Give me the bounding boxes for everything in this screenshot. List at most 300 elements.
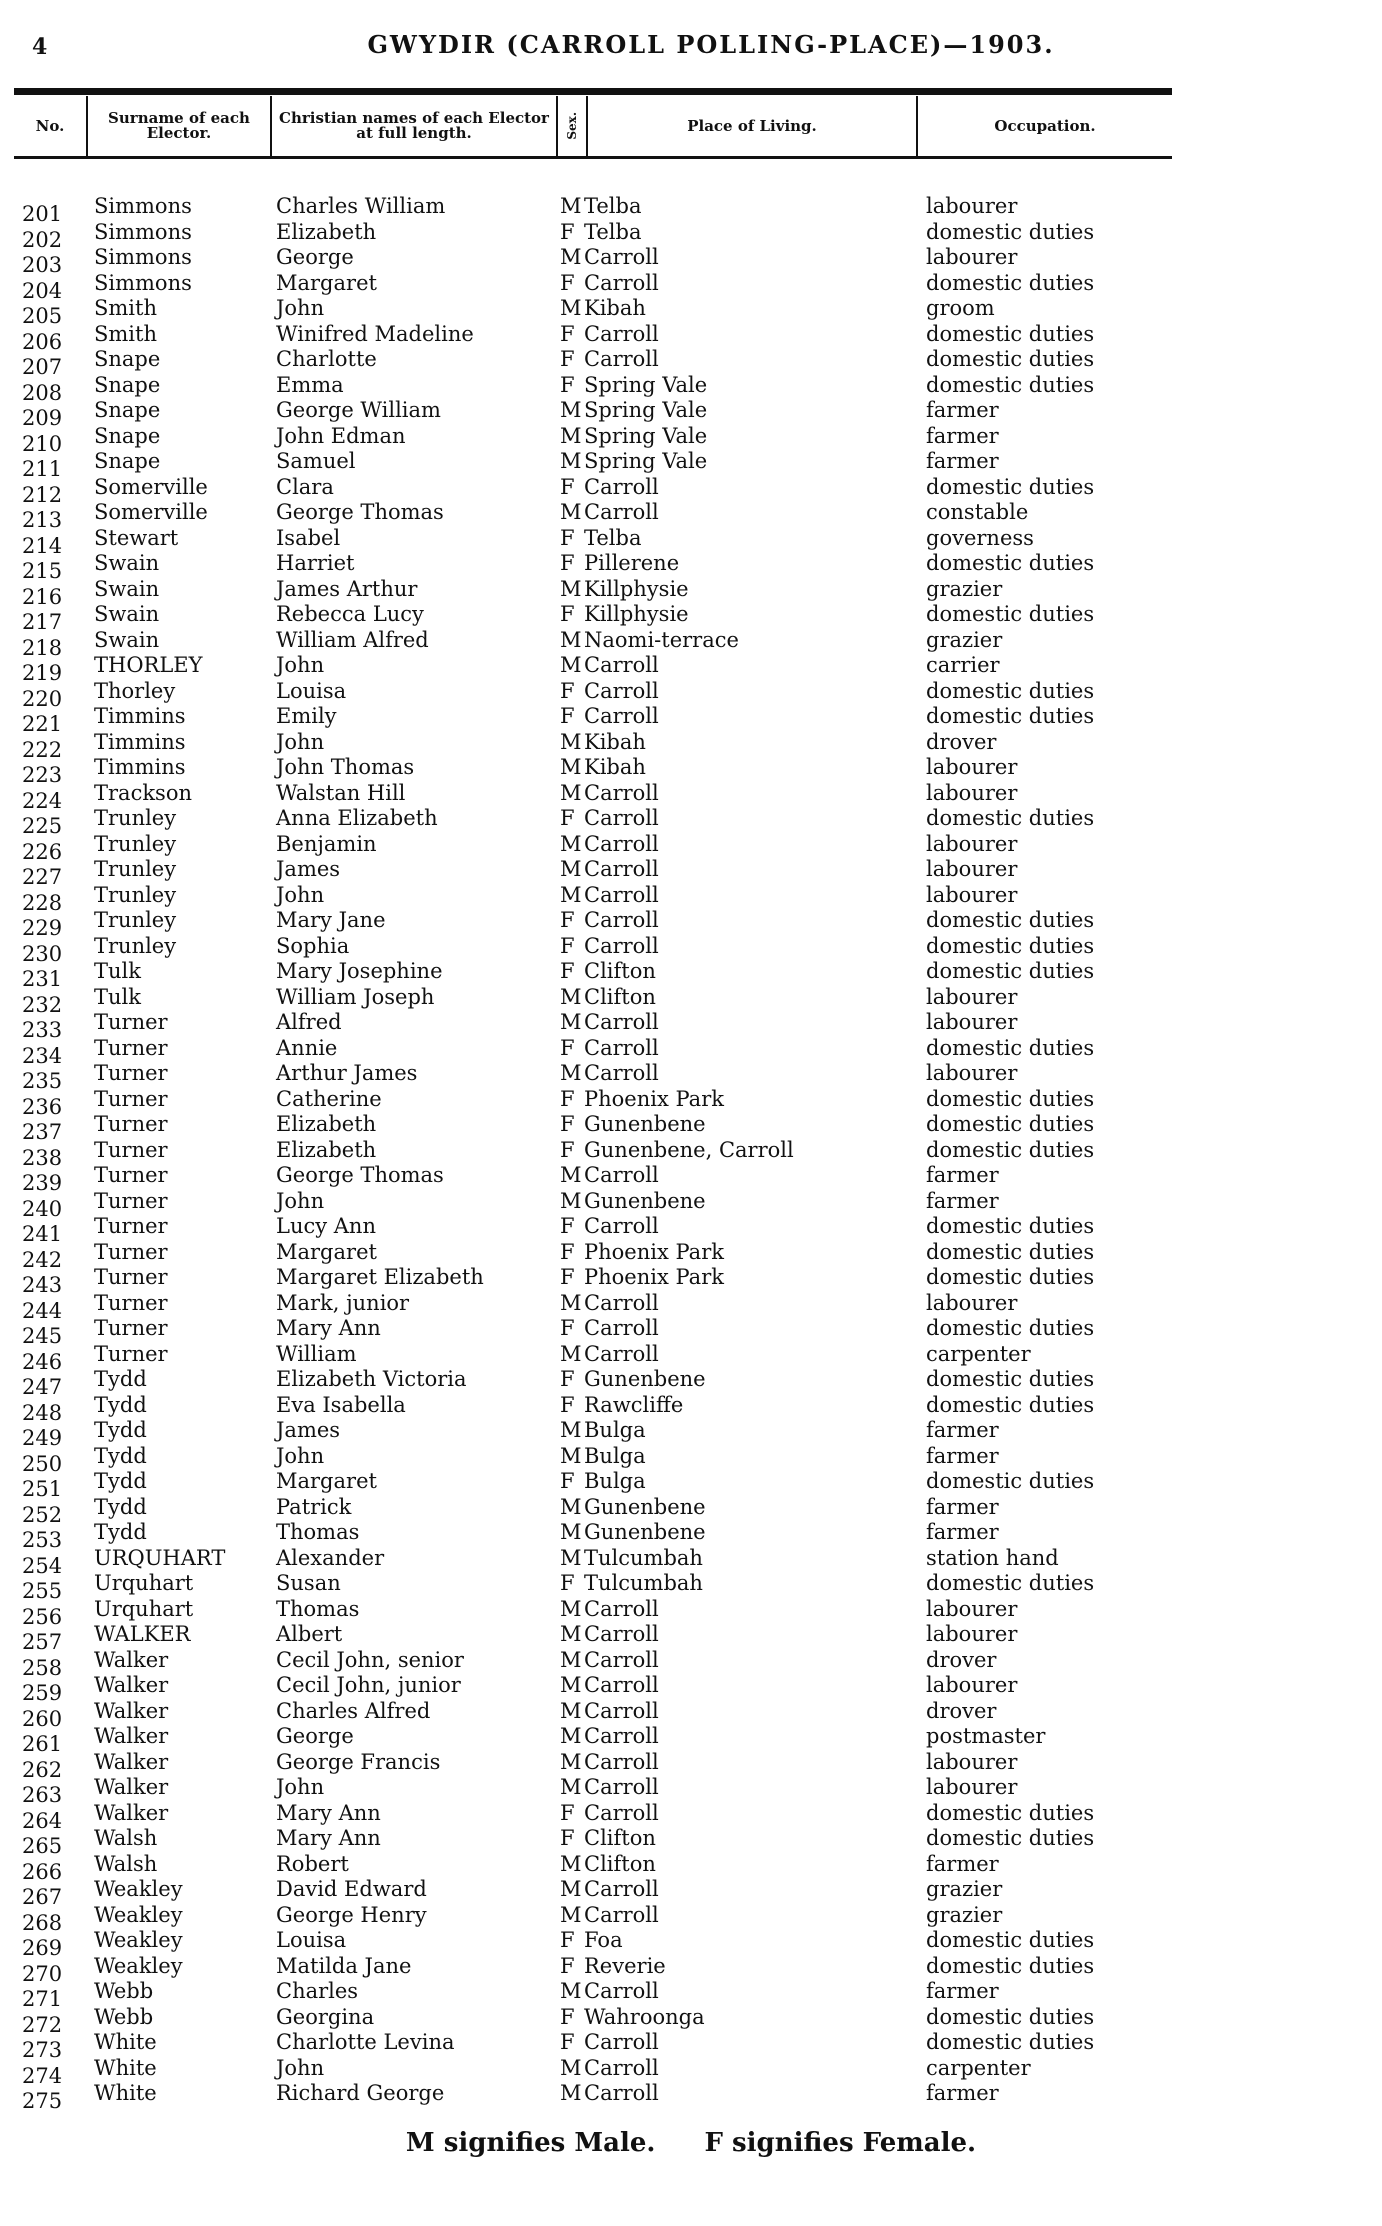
elector-place-of-living: Carroll bbox=[584, 1724, 659, 1748]
elector-surname: Trunley bbox=[94, 806, 177, 830]
elector-sex: F bbox=[560, 1469, 575, 1493]
elector-surname: Turner bbox=[94, 1341, 168, 1366]
elector-surname: Turner bbox=[94, 1086, 168, 1111]
elector-sex: F bbox=[560, 321, 575, 346]
elector-place-of-living: Carroll bbox=[584, 704, 659, 728]
elector-place-of-living: Carroll bbox=[584, 321, 659, 346]
table-row bbox=[0, 1418, 1382, 1450]
elector-occupation: farmer bbox=[926, 2081, 999, 2105]
elector-place-of-living: Wahroonga bbox=[584, 2004, 705, 2029]
elector-number: 253 bbox=[22, 1528, 63, 1552]
table-row bbox=[0, 1545, 1382, 1578]
elector-number: 249 bbox=[22, 1426, 63, 1450]
table-row bbox=[0, 602, 1382, 634]
female-legend: F signifies Female. bbox=[704, 2128, 977, 2158]
elector-place-of-living: Killphysie bbox=[584, 576, 689, 601]
elector-sex: F bbox=[560, 1239, 575, 1264]
elector-surname: Walker bbox=[94, 1698, 169, 1723]
elector-surname: Webb bbox=[94, 2004, 154, 2029]
elector-occupation: labourer bbox=[926, 882, 1018, 907]
table-header bbox=[14, 96, 1172, 159]
elector-place-of-living: Carroll bbox=[584, 1214, 659, 1238]
elector-place-of-living: Reverie bbox=[584, 1953, 666, 1978]
elector-sex: M bbox=[560, 1877, 582, 1901]
elector-occupation: grazier bbox=[926, 1902, 1003, 1927]
elector-christian-names: George Thomas bbox=[276, 500, 444, 524]
table-row bbox=[0, 1010, 1382, 1042]
elector-number: 223 bbox=[22, 763, 63, 787]
elector-number: 220 bbox=[22, 686, 63, 711]
elector-christian-names: Thomas bbox=[276, 1596, 360, 1621]
elector-place-of-living: Spring Vale bbox=[584, 372, 708, 397]
elector-sex: M bbox=[560, 1010, 582, 1034]
elector-number: 218 bbox=[22, 635, 63, 660]
table-row bbox=[0, 1800, 1382, 1833]
elector-christian-names: John Edman bbox=[276, 423, 406, 448]
elector-surname: Swain bbox=[94, 627, 160, 652]
elector-sex: F bbox=[560, 1316, 575, 1340]
elector-sex: M bbox=[560, 194, 582, 218]
elector-christian-names: Patrick bbox=[276, 1494, 352, 1519]
elector-surname: Tydd bbox=[94, 1520, 147, 1544]
elector-surname: Weakley bbox=[94, 1953, 183, 1978]
elector-sex: M bbox=[560, 653, 582, 677]
elector-sex: M bbox=[560, 1775, 582, 1799]
elector-christian-names: Elizabeth Victoria bbox=[276, 1367, 467, 1391]
elector-occupation: domestic duties bbox=[926, 1392, 1095, 1417]
elector-surname: WALKER bbox=[94, 1622, 191, 1646]
table-row bbox=[0, 1647, 1382, 1680]
elector-place-of-living: Pillerene bbox=[584, 551, 680, 575]
elector-surname: Walsh bbox=[94, 1851, 158, 1876]
elector-surname: Urquhart bbox=[94, 1596, 194, 1621]
elector-surname: Smith bbox=[94, 321, 157, 346]
elector-surname: Swain bbox=[94, 576, 160, 601]
elector-surname: Turner bbox=[94, 1316, 168, 1340]
elector-surname: Simmons bbox=[94, 245, 192, 269]
elector-surname: Walker bbox=[94, 1749, 169, 1774]
elector-place-of-living: Carroll bbox=[584, 2081, 659, 2105]
elector-place-of-living: Carroll bbox=[584, 1596, 659, 1621]
elector-christian-names: Emily bbox=[276, 704, 337, 728]
elector-christian-names: Cecil John, senior bbox=[276, 1647, 464, 1672]
elector-surname: Simmons bbox=[94, 194, 192, 218]
elector-place-of-living: Carroll bbox=[584, 806, 659, 830]
elector-occupation: farmer bbox=[926, 1163, 999, 1187]
elector-sex: F bbox=[560, 959, 575, 983]
elector-place-of-living: Carroll bbox=[584, 678, 659, 703]
elector-sex: F bbox=[560, 1265, 575, 1289]
elector-place-of-living: Tulcumbah bbox=[584, 1571, 703, 1595]
elector-occupation: domestic duties bbox=[926, 806, 1095, 830]
table-row bbox=[0, 678, 1382, 711]
table-row bbox=[0, 219, 1382, 252]
table-row bbox=[0, 1520, 1382, 1552]
elector-surname: Walker bbox=[94, 1647, 169, 1672]
elector-christian-names: George Francis bbox=[276, 1749, 441, 1774]
elector-surname: Turner bbox=[94, 1188, 168, 1213]
elector-number: 202 bbox=[22, 227, 63, 252]
elector-surname: Turner bbox=[94, 1265, 168, 1289]
elector-place-of-living: Clifton bbox=[584, 1851, 656, 1876]
elector-place-of-living: Gunenbene bbox=[584, 1494, 706, 1519]
elector-number: 260 bbox=[22, 1706, 63, 1731]
elector-number: 252 bbox=[22, 1502, 63, 1527]
elector-occupation: farmer bbox=[926, 423, 999, 448]
elector-place-of-living: Carroll bbox=[584, 653, 659, 677]
elector-place-of-living: Spring Vale bbox=[584, 449, 708, 473]
elector-surname: Weakley bbox=[94, 1877, 183, 1901]
elector-surname: Tydd bbox=[94, 1469, 147, 1493]
elector-place-of-living: Carroll bbox=[584, 474, 659, 499]
elector-surname: Walsh bbox=[94, 1826, 158, 1850]
elector-surname: Turner bbox=[94, 1214, 168, 1238]
elector-sex: M bbox=[560, 831, 582, 856]
elector-sex: M bbox=[560, 2081, 582, 2105]
elector-number: 219 bbox=[22, 661, 63, 685]
elector-christian-names: Walstan Hill bbox=[276, 780, 406, 805]
elector-surname: THORLEY bbox=[94, 653, 203, 677]
elector-number: 271 bbox=[22, 1987, 63, 2011]
elector-sex: M bbox=[560, 1443, 582, 1468]
elector-christian-names: Margaret bbox=[276, 1469, 377, 1493]
elector-occupation: domestic duties bbox=[926, 219, 1095, 244]
elector-surname: Timmins bbox=[94, 755, 186, 779]
elector-number: 267 bbox=[22, 1885, 63, 1909]
elector-surname: Walker bbox=[94, 1775, 169, 1799]
elector-occupation: domestic duties bbox=[926, 1800, 1095, 1825]
elector-occupation: farmer bbox=[926, 1443, 999, 1468]
table-row bbox=[0, 959, 1382, 991]
elector-surname: Snape bbox=[94, 449, 161, 473]
male-legend: M signifies Male. bbox=[405, 2128, 656, 2158]
elector-sex: F bbox=[560, 908, 575, 932]
elector-number: 203 bbox=[22, 253, 63, 277]
elector-surname: Tulk bbox=[94, 984, 141, 1009]
elector-place-of-living: Carroll bbox=[584, 1979, 659, 2003]
elector-christian-names: Mary Jane bbox=[276, 908, 386, 932]
elector-occupation: carpenter bbox=[926, 2055, 1031, 2080]
table-row bbox=[0, 2081, 1382, 2113]
elector-occupation: domestic duties bbox=[926, 1367, 1095, 1391]
elector-number: 236 bbox=[22, 1094, 63, 1119]
elector-christian-names: Georgina bbox=[276, 2004, 375, 2029]
table-row bbox=[0, 1673, 1382, 1705]
elector-christian-names: Elizabeth bbox=[276, 1112, 377, 1136]
table-row bbox=[0, 1775, 1382, 1807]
elector-number: 261 bbox=[22, 1732, 63, 1756]
elector-sex: M bbox=[560, 755, 582, 779]
elector-sex: M bbox=[560, 576, 582, 601]
elector-christian-names: James bbox=[276, 857, 341, 881]
elector-christian-names: Arthur James bbox=[276, 1061, 418, 1085]
elector-surname: Tydd bbox=[94, 1392, 147, 1417]
elector-occupation: groom bbox=[926, 296, 995, 320]
elector-sex: F bbox=[560, 704, 575, 728]
elector-sex: M bbox=[560, 1698, 582, 1723]
elector-christian-names: John Thomas bbox=[276, 755, 415, 779]
elector-place-of-living: Clifton bbox=[584, 959, 656, 983]
elector-sex: M bbox=[560, 1188, 582, 1213]
elector-place-of-living: Carroll bbox=[584, 908, 659, 932]
elector-surname: Turner bbox=[94, 1290, 168, 1315]
elector-christian-names: William bbox=[276, 1341, 357, 1366]
elector-surname: Snape bbox=[94, 372, 161, 397]
elector-occupation: domestic duties bbox=[926, 908, 1095, 932]
table-row bbox=[0, 423, 1382, 456]
elector-occupation: domestic duties bbox=[926, 1112, 1095, 1136]
elector-number: 216 bbox=[22, 584, 63, 609]
table-row bbox=[0, 525, 1382, 558]
elector-occupation: grazier bbox=[926, 1877, 1003, 1901]
elector-christian-names: Isabel bbox=[276, 525, 341, 550]
table-row bbox=[0, 1112, 1382, 1144]
elector-surname: Simmons bbox=[94, 219, 192, 244]
table-row bbox=[0, 1953, 1382, 1986]
elector-sex: M bbox=[560, 857, 582, 881]
elector-surname: Trunley bbox=[94, 831, 177, 856]
elector-occupation: domestic duties bbox=[926, 959, 1095, 983]
elector-christian-names: Alfred bbox=[276, 1010, 342, 1034]
elector-place-of-living: Foa bbox=[584, 1928, 623, 1952]
elector-occupation: carpenter bbox=[926, 1341, 1031, 1366]
elector-number: 237 bbox=[22, 1120, 63, 1144]
elector-occupation: domestic duties bbox=[926, 1826, 1095, 1850]
table-row bbox=[0, 1163, 1382, 1195]
elector-christian-names: Benjamin bbox=[276, 831, 377, 856]
table-row bbox=[0, 1341, 1382, 1374]
elector-christian-names: Margaret Elizabeth bbox=[276, 1265, 484, 1289]
elector-sex: F bbox=[560, 1214, 575, 1238]
elector-occupation: labourer bbox=[926, 755, 1018, 779]
elector-christian-names: Louisa bbox=[276, 1928, 347, 1952]
elector-occupation: domestic duties bbox=[926, 1265, 1095, 1289]
elector-christian-names: John bbox=[276, 882, 325, 907]
table-row bbox=[0, 1902, 1382, 1935]
elector-occupation: domestic duties bbox=[926, 933, 1095, 958]
elector-occupation: domestic duties bbox=[926, 1928, 1095, 1952]
elector-sex: F bbox=[560, 2030, 575, 2054]
elector-sex: M bbox=[560, 398, 582, 422]
elector-occupation: labourer bbox=[926, 1775, 1018, 1799]
table-row bbox=[0, 576, 1382, 609]
elector-place-of-living: Gunenbene bbox=[584, 1188, 706, 1213]
elector-sex: F bbox=[560, 347, 575, 371]
table-row bbox=[0, 1596, 1382, 1629]
elector-surname: Thorley bbox=[94, 678, 176, 703]
elector-occupation: labourer bbox=[926, 1749, 1018, 1774]
elector-place-of-living: Gunenbene bbox=[584, 1367, 706, 1391]
table-row bbox=[0, 2030, 1382, 2062]
elector-place-of-living: Clifton bbox=[584, 1826, 656, 1850]
elector-occupation: drover bbox=[926, 1698, 997, 1723]
elector-number: 255 bbox=[22, 1579, 63, 1603]
elector-occupation: domestic duties bbox=[926, 678, 1095, 703]
elector-place-of-living: Gunenbene bbox=[584, 1112, 706, 1136]
table-row bbox=[0, 194, 1382, 226]
table-row bbox=[0, 831, 1382, 864]
header-christian-names: Christian names of each Elector at full length. bbox=[270, 96, 556, 156]
elector-sex: M bbox=[560, 1494, 582, 1519]
elector-occupation: domestic duties bbox=[926, 270, 1095, 295]
elector-surname: Trackson bbox=[94, 780, 192, 805]
table-row bbox=[0, 1928, 1382, 1960]
elector-number: 250 bbox=[22, 1451, 63, 1476]
elector-sex: F bbox=[560, 270, 575, 295]
elector-sex: M bbox=[560, 627, 582, 652]
elector-surname: Weakley bbox=[94, 1928, 183, 1952]
elector-occupation: farmer bbox=[926, 1979, 999, 2003]
elector-sex: F bbox=[560, 1086, 575, 1111]
elector-number: 204 bbox=[22, 278, 63, 303]
elector-number: 240 bbox=[22, 1196, 63, 1221]
elector-christian-names: Susan bbox=[276, 1571, 341, 1595]
elector-occupation: drover bbox=[926, 729, 997, 754]
elector-christian-names: Margaret bbox=[276, 1239, 377, 1264]
elector-occupation: domestic duties bbox=[926, 1137, 1095, 1162]
elector-christian-names: Matilda Jane bbox=[276, 1953, 412, 1978]
elector-occupation: domestic duties bbox=[926, 1316, 1095, 1340]
elector-christian-names: George bbox=[276, 245, 354, 269]
elector-occupation: postmaster bbox=[926, 1724, 1046, 1748]
elector-surname: Simmons bbox=[94, 270, 192, 295]
elector-place-of-living: Carroll bbox=[584, 1749, 659, 1774]
table-row bbox=[0, 908, 1382, 940]
elector-sex: M bbox=[560, 1290, 582, 1315]
elector-sex: F bbox=[560, 1826, 575, 1850]
elector-place-of-living: Kibah bbox=[584, 729, 646, 754]
table-row bbox=[0, 1698, 1382, 1731]
elector-number: 259 bbox=[22, 1681, 63, 1705]
table-row bbox=[0, 933, 1382, 966]
table-row bbox=[0, 1826, 1382, 1858]
elector-surname: Turner bbox=[94, 1163, 168, 1187]
elector-place-of-living: Gunenbene, Carroll bbox=[584, 1137, 794, 1162]
elector-number: 251 bbox=[22, 1477, 63, 1501]
elector-number: 257 bbox=[22, 1630, 63, 1654]
table-row bbox=[0, 1137, 1382, 1170]
elector-sex: F bbox=[560, 1112, 575, 1136]
elector-occupation: domestic duties bbox=[926, 551, 1095, 575]
elector-occupation: domestic duties bbox=[926, 2004, 1095, 2029]
elector-surname: White bbox=[94, 2081, 157, 2105]
elector-place-of-living: Carroll bbox=[584, 831, 659, 856]
elector-place-of-living: Rawcliffe bbox=[584, 1392, 684, 1417]
table-row bbox=[0, 1469, 1382, 1501]
elector-christian-names: John bbox=[276, 1188, 325, 1213]
elector-number: 234 bbox=[22, 1043, 63, 1068]
elector-surname: Walker bbox=[94, 1800, 169, 1825]
elector-christian-names: Rebecca Lucy bbox=[276, 602, 424, 626]
header-occupation: Occupation. bbox=[916, 96, 1172, 156]
elector-christian-names: Samuel bbox=[276, 449, 356, 473]
elector-surname: Timmins bbox=[94, 704, 186, 728]
elector-surname: Somerville bbox=[94, 474, 208, 499]
elector-christian-names: Charles Alfred bbox=[276, 1698, 431, 1723]
elector-number: 221 bbox=[22, 712, 63, 736]
table-row bbox=[0, 627, 1382, 660]
elector-sex: F bbox=[560, 1035, 575, 1060]
elector-sex: F bbox=[560, 1367, 575, 1391]
elector-place-of-living: Carroll bbox=[584, 1877, 659, 1901]
elector-place-of-living: Telba bbox=[584, 525, 642, 550]
elector-place-of-living: Carroll bbox=[584, 933, 659, 958]
elector-number: 274 bbox=[22, 2063, 63, 2088]
table-row bbox=[0, 270, 1382, 303]
table-row bbox=[0, 398, 1382, 430]
elector-christian-names: Mark, junior bbox=[276, 1290, 410, 1315]
elector-place-of-living: Tulcumbah bbox=[584, 1545, 703, 1570]
elector-sex: F bbox=[560, 1137, 575, 1162]
elector-sex: M bbox=[560, 1673, 582, 1697]
elector-christian-names: Clara bbox=[276, 474, 334, 499]
elector-occupation: domestic duties bbox=[926, 1953, 1095, 1978]
elector-christian-names: John bbox=[276, 729, 325, 754]
elector-occupation: labourer bbox=[926, 984, 1018, 1009]
elector-number: 228 bbox=[22, 890, 63, 915]
table-row bbox=[0, 1316, 1382, 1348]
elector-place-of-living: Carroll bbox=[584, 1698, 659, 1723]
elector-christian-names: Anna Elizabeth bbox=[276, 806, 438, 830]
elector-sex: M bbox=[560, 1341, 582, 1366]
elector-occupation: governess bbox=[926, 525, 1034, 550]
elector-place-of-living: Carroll bbox=[584, 245, 659, 269]
table-row bbox=[0, 1877, 1382, 1909]
elector-christian-names: James Arthur bbox=[276, 576, 418, 601]
elector-place-of-living: Clifton bbox=[584, 984, 656, 1009]
elector-christian-names: Albert bbox=[276, 1622, 343, 1646]
elector-occupation: labourer bbox=[926, 1673, 1018, 1697]
elector-occupation: grazier bbox=[926, 576, 1003, 601]
elector-place-of-living: Carroll bbox=[584, 1163, 659, 1187]
elector-number: 264 bbox=[22, 1808, 63, 1833]
header-place-of-living: Place of Living. bbox=[586, 96, 916, 156]
elector-christian-names: John bbox=[276, 1443, 325, 1468]
elector-occupation: domestic duties bbox=[926, 1086, 1095, 1111]
elector-sex: M bbox=[560, 1418, 582, 1442]
elector-occupation: domestic duties bbox=[926, 1035, 1095, 1060]
elector-place-of-living: Spring Vale bbox=[584, 423, 708, 448]
elector-surname: Turner bbox=[94, 1010, 168, 1034]
elector-number: 231 bbox=[22, 967, 63, 991]
elector-occupation: farmer bbox=[926, 449, 999, 473]
table-row bbox=[0, 806, 1382, 838]
elector-occupation: domestic duties bbox=[926, 347, 1095, 371]
elector-number: 206 bbox=[22, 329, 63, 354]
elector-christian-names: Eva Isabella bbox=[276, 1392, 406, 1417]
elector-surname: URQUHART bbox=[94, 1545, 226, 1570]
elector-number: 235 bbox=[22, 1069, 63, 1093]
elector-occupation: grazier bbox=[926, 627, 1003, 652]
elector-sex: F bbox=[560, 525, 575, 550]
elector-number: 213 bbox=[22, 508, 63, 532]
elector-number: 265 bbox=[22, 1834, 63, 1858]
table-row bbox=[0, 857, 1382, 889]
table-row bbox=[0, 1035, 1382, 1068]
elector-sex: M bbox=[560, 729, 582, 754]
table-row bbox=[0, 1979, 1382, 2011]
elector-sex: M bbox=[560, 1724, 582, 1748]
elector-occupation: labourer bbox=[926, 831, 1018, 856]
elector-sex: F bbox=[560, 678, 575, 703]
elector-number: 248 bbox=[22, 1400, 63, 1425]
elector-christian-names: Harriet bbox=[276, 551, 355, 575]
elector-occupation: domestic duties bbox=[926, 2030, 1095, 2054]
elector-sex: M bbox=[560, 1979, 582, 2003]
elector-surname: Walker bbox=[94, 1673, 169, 1697]
table-row bbox=[0, 1494, 1382, 1527]
elector-sex: F bbox=[560, 602, 575, 626]
